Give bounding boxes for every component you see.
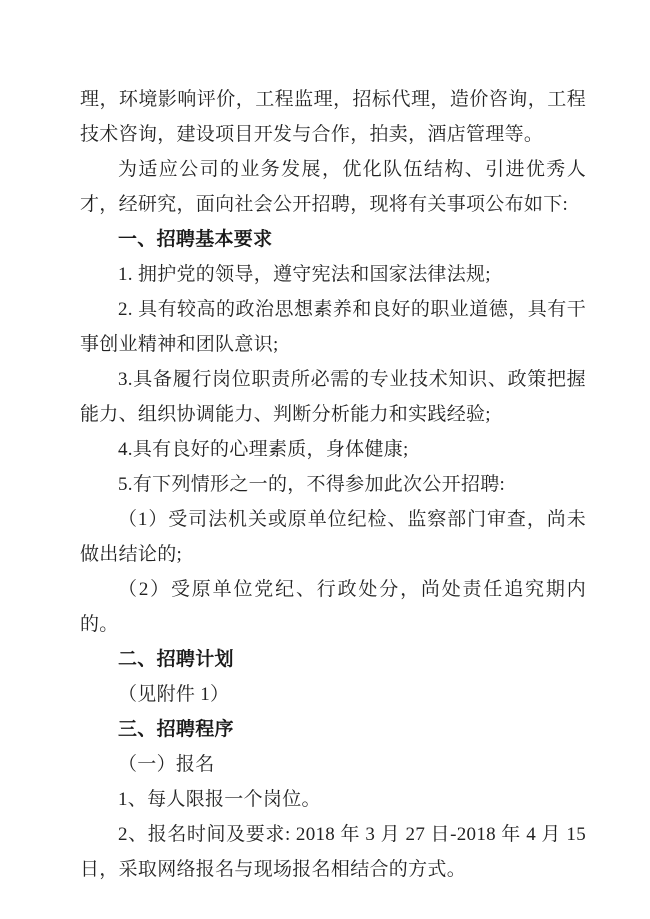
section-heading: 二、招聘计划 (118, 649, 234, 670)
list-item: 1、每人限报一个岗位。 (118, 789, 321, 810)
list-item: 3.具备履行岗位职责所必需的专业技术知识、政策把握能力、组织协调能力、判断分析能力和实践经验; (80, 369, 586, 425)
body-paragraph: 为适应公司的业务发展，优化队伍结构、引进优秀人才，经研究，面向社会公开招聘，现将有关事项公布如下: (80, 159, 586, 215)
list-item: 1. 拥护党的领导，遵守宪法和国家法律法规; (118, 264, 491, 285)
section-heading: 三、招聘程序 (118, 719, 234, 740)
list-item: 5.有下列情形之一的，不得参加此次公开招聘: (118, 474, 506, 495)
sub-list-item: （2）受原单位党纪、行政处分，尚处责任追究期内的。 (80, 579, 586, 635)
section-heading: 一、招聘基本要求 (118, 229, 273, 250)
body-paragraph: 理，环境影响评价，工程监理，招标代理，造价咨询，工程技术咨询，建设项目开发与合作，拍卖，酒店管理等。 (80, 89, 586, 145)
list-item: 2、报名时间及要求: 2018 年 3 月 27 日-2018 年 4 月 15 日，采取网络报名与现场报名相结合的方式。 (80, 824, 586, 880)
body-paragraph: （见附件 1） (118, 684, 230, 705)
list-item: 4.具有良好的心理素质，身体健康; (118, 439, 409, 460)
sub-section-heading: （一）报名 (118, 754, 215, 775)
sub-list-item: （1）受司法机关或原单位纪检、监察部门审查，尚未做出结论的; (80, 509, 586, 565)
list-item: 2. 具有较高的政治思想素养和良好的职业道德，具有干事创业精神和团队意识; (80, 299, 586, 355)
